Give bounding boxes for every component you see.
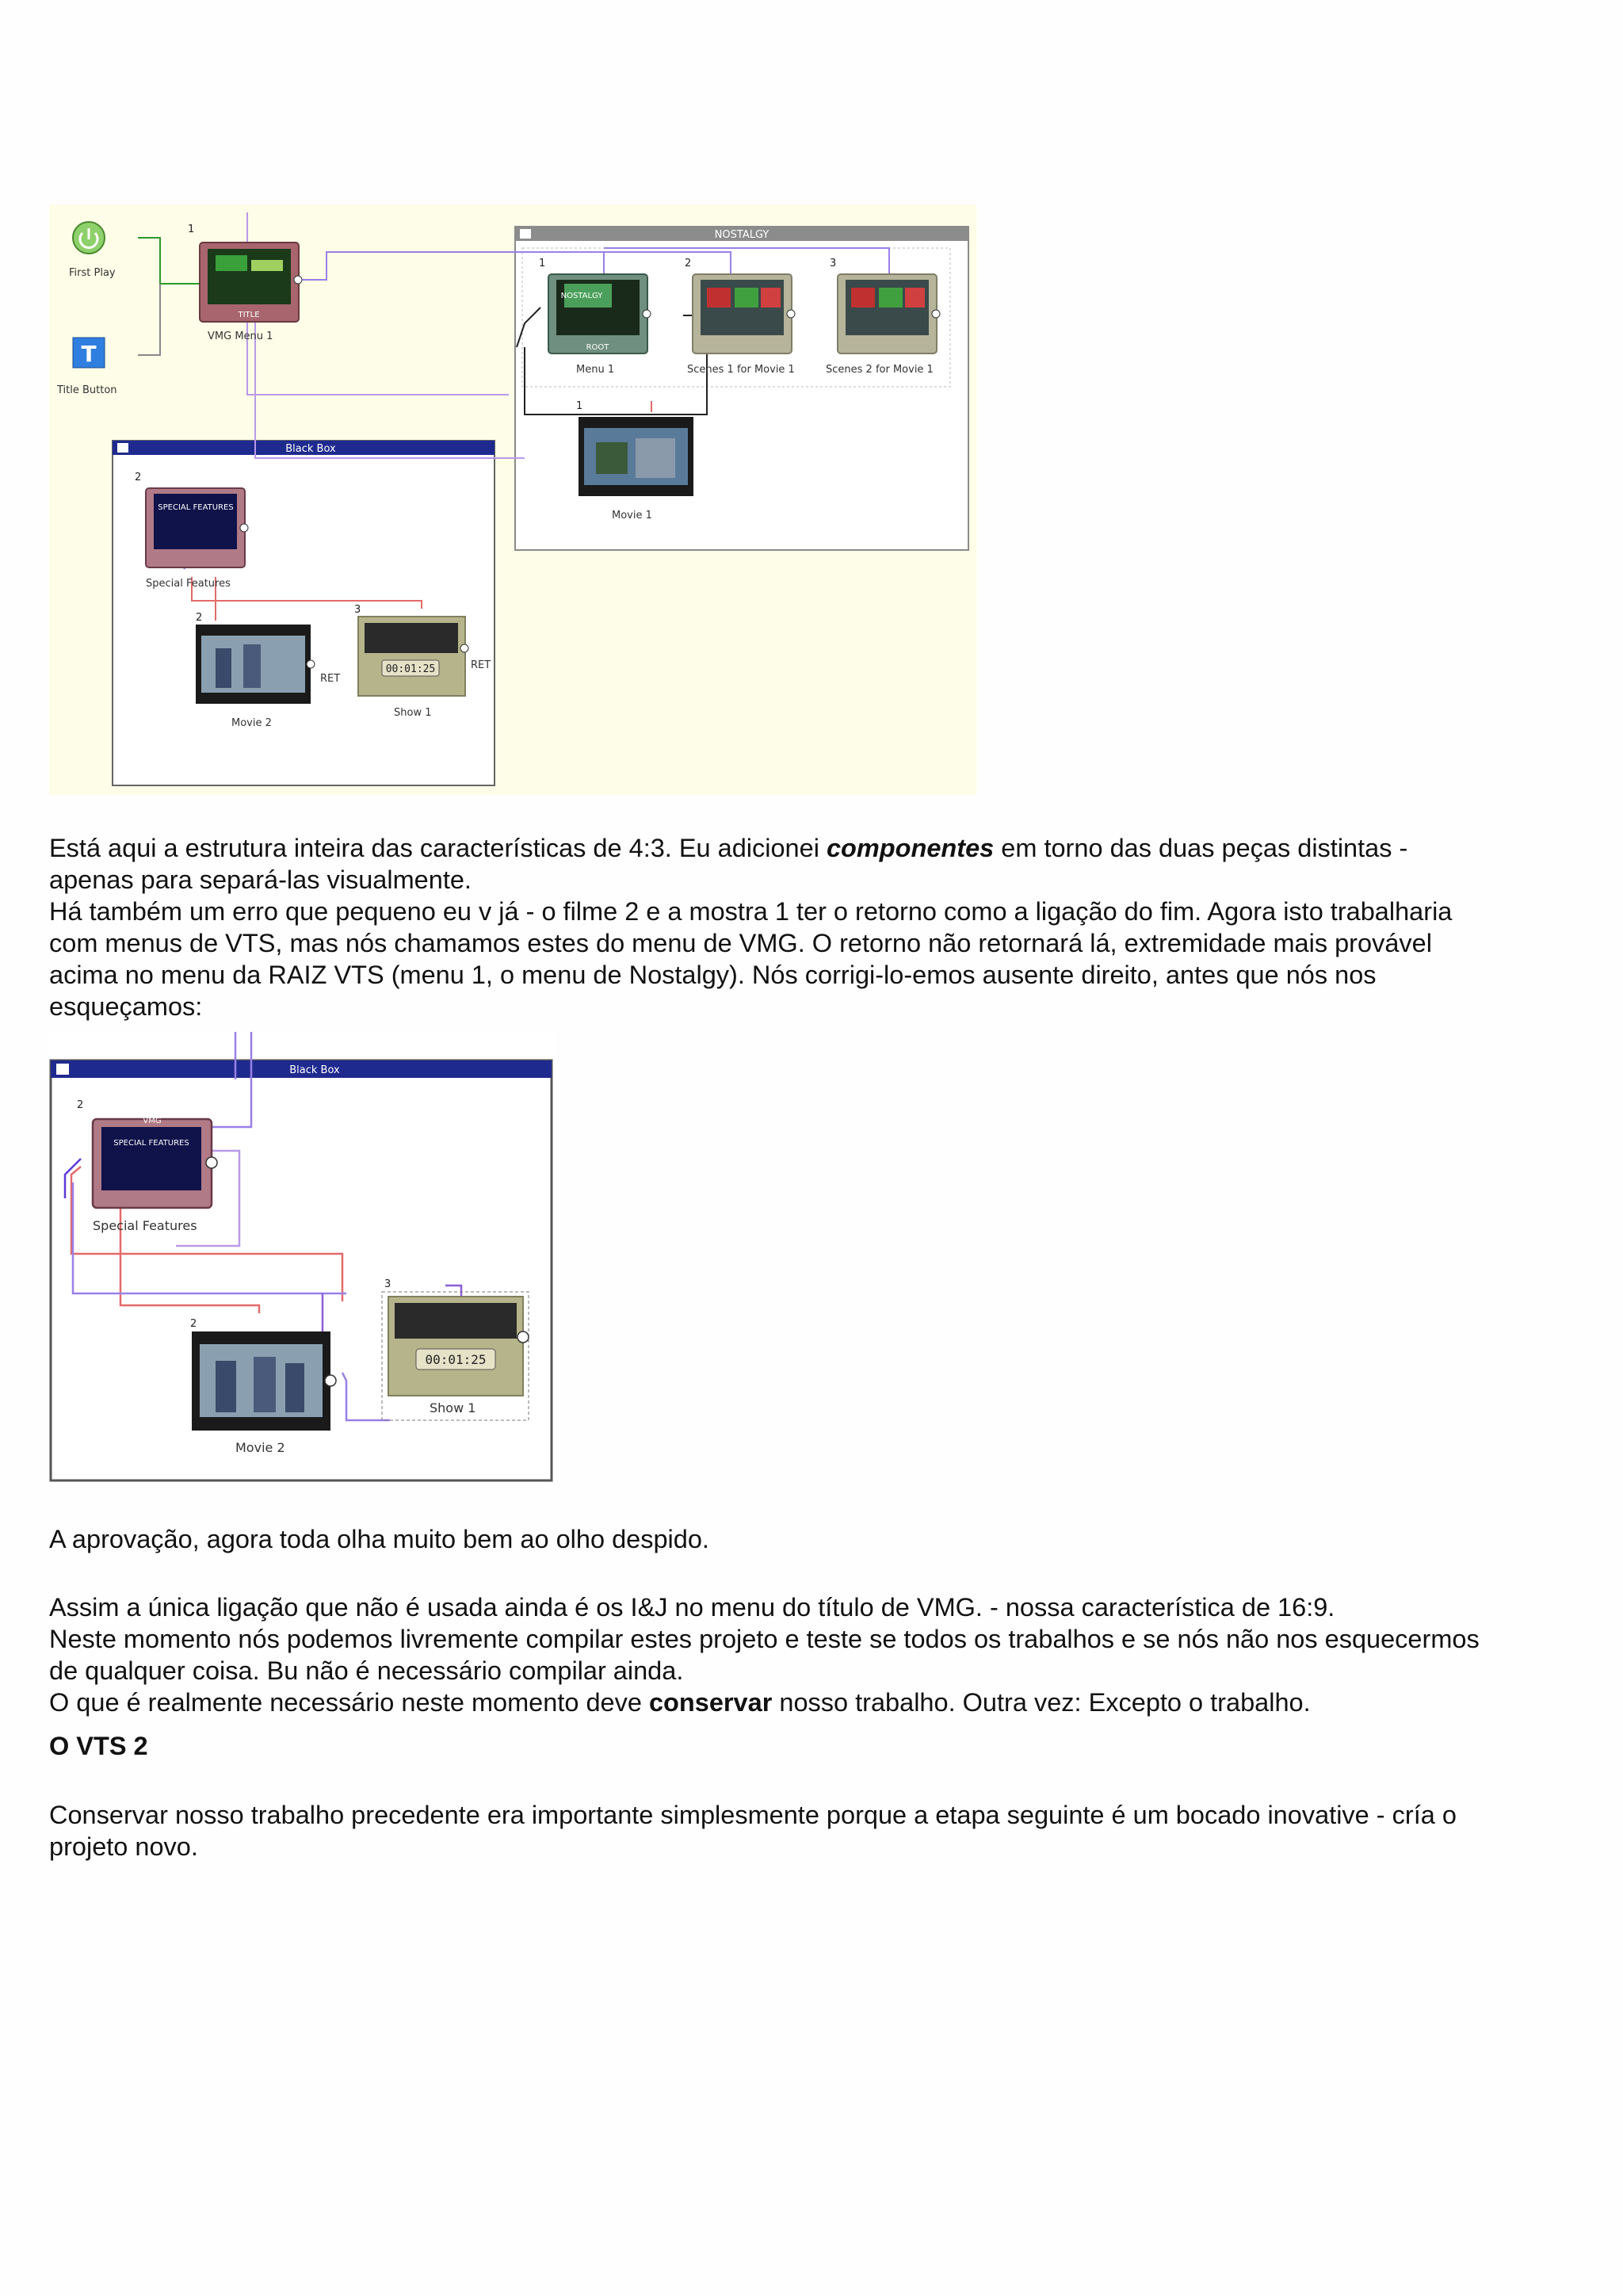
vmg-badge: TITLE [238, 311, 260, 319]
special-features-number: 2 [135, 472, 142, 483]
special-features-label-2: Special Features [93, 1218, 197, 1233]
movie2-number-2: 2 [190, 1318, 197, 1330]
p3-line-3: de qualquer coisa. Bu não é necessário compilar ainda. [49, 1656, 684, 1685]
special-features-number-2: 2 [77, 1099, 84, 1111]
show1-label-2: Show 1 [430, 1400, 476, 1415]
vmg-menu-label: VMG Menu 1 [208, 330, 273, 342]
paragraph-structure [49, 832, 1587, 1022]
p3-line-4-a: O que é realmente necessário neste momento deve [49, 1688, 649, 1717]
show1-ret-label: RET [471, 659, 491, 671]
blackbox-window-title: Black Box [285, 443, 336, 455]
movie2-ret-label: RET [320, 673, 341, 685]
title-button-label: Title Button [57, 384, 117, 396]
movie1-label: Movie 1 [612, 510, 652, 521]
special-thumb-text-2: SPECIAL FEATURES [113, 1139, 189, 1148]
movie2-label-2: Movie 2 [235, 1440, 285, 1455]
section-heading: O VTS 2 [49, 1732, 148, 1760]
p1-line-5: acima no menu da RAIZ VTS (menu 1, o menu de Nostalgy). Nós corrigi-lo-emos ausente direito, antes que nós nos [49, 961, 1377, 989]
scenes1-number: 2 [685, 258, 692, 269]
paragraph-compile [49, 1591, 1587, 1718]
first-play-node[interactable] [69, 222, 116, 279]
show1-time-2: 00:01:25 [425, 1352, 487, 1367]
paragraph-vts2 [49, 1799, 1587, 1862]
t-letter-icon: T [81, 341, 97, 367]
scenes2-label: Scenes 2 for Movie 1 [826, 364, 934, 376]
movie2-number: 2 [196, 612, 203, 624]
menu1-badge: ROOT [586, 343, 609, 352]
first-play-label: First Play [69, 267, 116, 279]
special-thumb-text: SPECIAL FEATURES [158, 503, 234, 512]
p1-part-a: Está aqui a estrutura inteira das características de 4:3. Eu adicionei [49, 834, 827, 862]
show1-time: 00:01:25 [385, 663, 436, 675]
vmg-menu-number: 1 [188, 223, 195, 235]
p3-line-1: Assim a única ligação que não é usada ainda é os I&J no menu do título de VMG. - nossa característica de 16:9. [49, 1593, 1335, 1622]
special-features-label: Special Features [146, 578, 231, 590]
menu1-label: Menu 1 [576, 364, 615, 376]
menu1-thumb-text: NOSTALGY [560, 292, 603, 300]
p3-line-4-b: nosso trabalho. Outra vez: Excepto o trabalho. [772, 1688, 1311, 1717]
title-button-node[interactable] [56, 338, 117, 396]
scenes1-label: Scenes 1 for Movie 1 [687, 364, 795, 376]
p4-line-2: projeto novo. [49, 1832, 198, 1861]
p3-bold-word: conservar [648, 1688, 773, 1717]
dvd-structure-diagram [49, 204, 976, 795]
black-box-diagram [49, 1032, 555, 1485]
p2-line: A aprovação, agora toda olha muito bem ao olho despido. [49, 1525, 709, 1553]
paragraph-approval [49, 1523, 1587, 1555]
show1-number: 3 [354, 604, 361, 616]
movie1-number: 1 [576, 400, 583, 412]
show1-number-2: 3 [384, 1278, 391, 1290]
p1-bold-word: componentes [826, 834, 995, 862]
vmg-menu-node[interactable] [188, 223, 302, 342]
scenes2-number: 3 [830, 258, 837, 269]
p3-line-2: Neste momento nós podemos livremente compilar estes projeto e teste se todos os trabalhos e se nós não nos esquecermos [49, 1625, 1480, 1653]
p1-line-4: com menus de VTS, mas nós chamamos estes do menu de VMG. O retorno não retornará lá, extremidade mais provável [49, 929, 1432, 957]
nostalgy-window-title: NOSTALGY [714, 229, 769, 241]
movie2-label: Movie 2 [231, 717, 272, 729]
show1-label: Show 1 [394, 707, 432, 719]
p1-line-2: apenas para separá-las visualmente. [49, 865, 472, 894]
blackbox2-window-title: Black Box [289, 1064, 340, 1076]
p1-part-b: em torno das duas peças distintas - [994, 834, 1408, 862]
vmg-small-label: VMG [143, 1117, 162, 1125]
p4-line-1: Conservar nosso trabalho precedente era importante simplesmente porque a etapa seguinte é um bocado inovative - cría o [49, 1801, 1457, 1829]
p1-line-3: Há também um erro que pequeno eu v já - o filme 2 e a mostra 1 ter o retorno como a ligação do fim. Agora isto trabalharia [49, 897, 1453, 926]
menu1-number: 1 [539, 258, 546, 269]
p1-line-6: esqueçamos: [49, 992, 203, 1021]
